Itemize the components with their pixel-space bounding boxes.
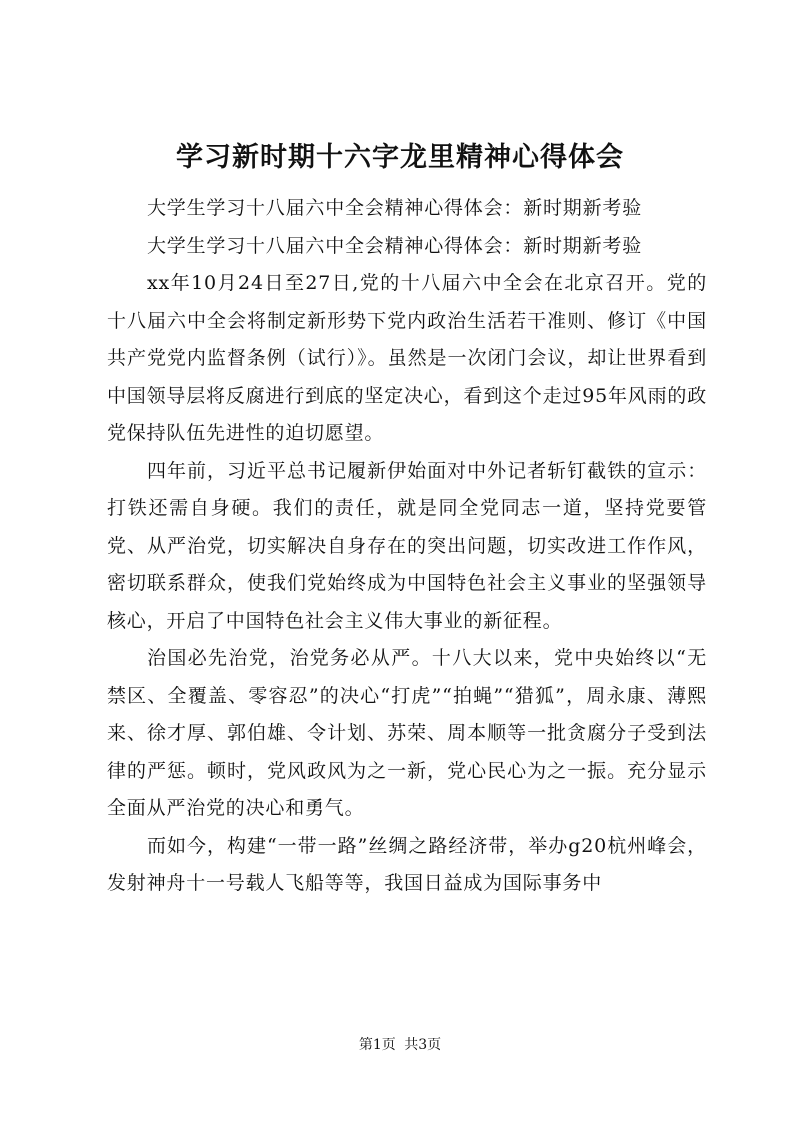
page-total: 共3页: [404, 1037, 442, 1053]
paragraph: 治国必先治党，治党务必从严。十八大以来，党中央始终以“无禁区、全覆盖、零容忍”的决心“打虎”“拍蝇”“猎狐”，周永康、薄熙来、徐才厚、郭伯雄、令计划、苏荣、周本顺等一批贪腐分子受到法律的严惩。顿时，党风政风为之一新，党心民心为之一振。充分显示全面从严治党的决心和勇气。: [107, 647, 707, 819]
paragraph: 四年前，习近平总书记履新伊始面对中外记者斩钉截铁的宣示：打铁还需自身硬。我们的责任，就是同全党同志一道，坚持党要管党、从严治党，切实解决自身存在的突出问题，切实改进工作作风，密切联系群众，使我们党始终成为中国特色社会主义事业的坚强领导核心，开启了中国特色社会主义伟大事业的新征程。: [107, 459, 707, 632]
subtitle-line: 大学生学习十八届六中全会精神心得体会：新时期新考验: [147, 197, 643, 219]
page-footer: [0, 1035, 800, 1055]
document-body: [107, 190, 707, 903]
paragraph: 而如今，构建“一带一路”丝绸之路经济带，举办g20杭州峰会，发射神舟十一号载人飞船等等，我国日益成为国际事务中: [107, 834, 707, 894]
page-number: 第1页: [358, 1037, 396, 1053]
subtitle-line: 大学生学习十八届六中全会精神心得体会：新时期新考验: [147, 234, 643, 257]
document-title: 学习新时期十六字龙里精神心得体会: [176, 142, 624, 173]
paragraph: xx年10月24日至27日,党的十八届六中全会在北京召开。党的十八届六中全会将制定新形势下党内政治生活若干准则、修订《中国共产党党内监督条例（试行）》。虽然是一次闭门会议，却让世界看到中国领导层将反腐进行到底的坚定决心，看到这个走过95年风雨的政党保持队伍先进性的迫切愿望。: [107, 272, 707, 444]
